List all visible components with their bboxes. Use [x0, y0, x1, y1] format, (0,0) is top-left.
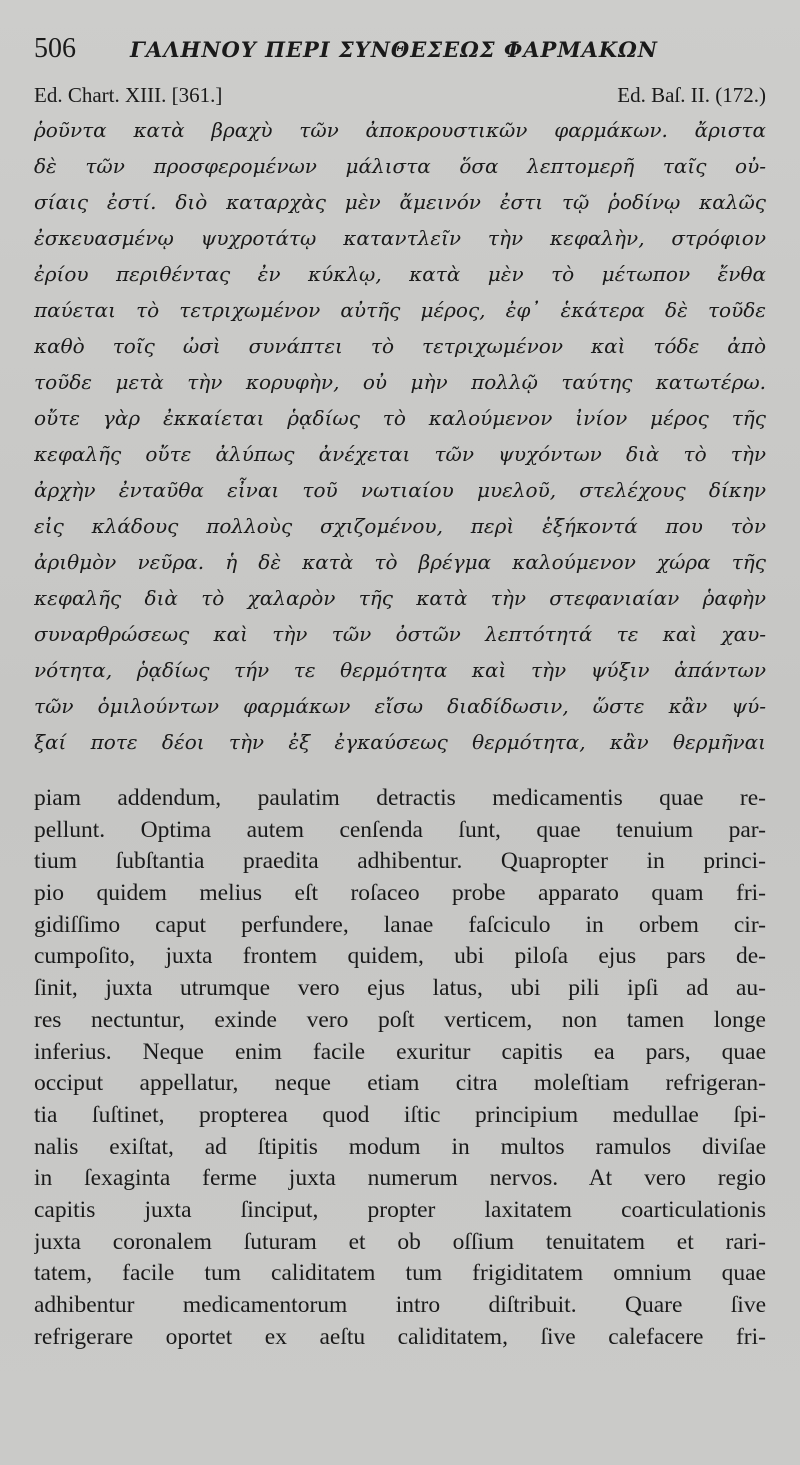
greek-line: κεφαλῆς οὔτε ἀλύπως ἀνέχεται τῶν ψυχόντων διὰ τὸ τὴν: [34, 442, 766, 466]
greek-line: κεφαλῆς διὰ τὸ χαλαρὸν τῆς κατὰ τὴν στεφανιαίαν ῥαφὴν: [34, 586, 766, 610]
latin-line: tium ſubſtantia praedita adhibentur. Quapropter in princi-: [34, 848, 766, 875]
latin-line: occiput appellatur, neque etiam citra moleſtiam refrigeran-: [34, 1070, 766, 1097]
latin-line: tia ſuſtinet, propterea quod iſtic principium medullae ſpi-: [34, 1101, 766, 1128]
latin-line: gidiſſimo caput perfundere, lanae faſciculo in orbem cir-: [34, 911, 766, 938]
page-number: 506: [34, 33, 76, 64]
latin-line: nalis exiſtat, ad ſtipitis modum in multos ramulos diviſae: [34, 1133, 766, 1160]
greek-text-block: [34, 112, 766, 760]
greek-line: ἀριθμὸν νεῦρα. ἡ δὲ κατὰ τὸ βρέγμα καλούμενον χώρα τῆς: [34, 550, 766, 574]
latin-line: in ſexaginta ferme juxta numerum nervos. At vero regio: [34, 1165, 766, 1192]
latin-line: pellunt. Optima autem cenſenda ſunt, quae tenuium par-: [34, 816, 766, 843]
greek-line: ἐρίου περιθέντας ἐν κύκλῳ, κατὰ μὲν τὸ μέτωπον ἔνθα: [34, 262, 766, 286]
latin-line: refrigerare oportet ex aeſtu caliditatem, ſive calefacere fri-: [34, 1323, 766, 1350]
greek-line: οὔτε γὰρ ἐκκαίεται ῥᾳδίως τὸ καλούμενον ἰνίον μέρος τῆς: [34, 406, 766, 430]
latin-line: juxta coronalem ſuturam et ob oſſium tenuitatem et rari-: [34, 1228, 766, 1255]
latin-line: inferius. Neque enim facile exuritur capitis ea pars, quae: [34, 1038, 766, 1065]
greek-line: ἐσκευασμένῳ ψυχροτάτῳ καταντλεῖν τὴν κεφαλὴν, στρόφιον: [34, 226, 766, 250]
page-header: [34, 33, 774, 67]
greek-line: νότητα, ῥᾳδίως τήν τε θερμότητα καὶ τὴν ψύξιν ἁπάντων: [34, 658, 766, 682]
greek-line: συναρθρώσεως καὶ τὴν τῶν ὀστῶν λεπτότητά τε καὶ χαυ-: [34, 622, 766, 646]
greek-line: ξαί ποτε δέοι τὴν ἐξ ἐγκαύσεως θερμότητα, κἂν θερμῆναι: [34, 730, 766, 754]
latin-line: tatem, facile tum caliditatem tum frigiditatem omnium quae: [34, 1260, 766, 1287]
greek-line: τοῦδε μετὰ τὴν κορυφὴν, οὐ μὴν πολλῷ ταύτης κατωτέρω.: [34, 370, 766, 394]
latin-text-block: [34, 783, 766, 1353]
greek-line: σίαις ἐστί. διὸ καταρχὰς μὲν ἄμεινόν ἐστι τῷ ῥοδίνῳ καλῶς: [34, 190, 766, 214]
latin-line: piam addendum, paulatim detractis medicamentis quae re-: [34, 785, 766, 811]
greek-line: τῶν ὁμιλούντων φαρμάκων εἴσω διαδίδωσιν, ὥστε κἂν ψύ-: [34, 694, 766, 718]
edition-references: [34, 83, 766, 109]
greek-line: παύεται τὸ τετριχωμένον αὐτῆς μέρος, ἐφ᾽ ἑκάτερα δὲ τοῦδε: [34, 298, 766, 322]
greek-line: ῥοῦντα κατὰ βραχὺ τῶν ἀποκρουστικῶν φαρμάκων. ἄριστα: [34, 118, 766, 142]
edition-reference-basel: Ed. Baſ. II. (172.): [617, 83, 766, 107]
latin-line: ſinit, juxta utrumque vero ejus latus, ubi pili ipſi ad au-: [34, 975, 766, 1002]
latin-line: res nectuntur, exinde vero poſt verticem, non tamen longe: [34, 1006, 766, 1033]
greek-line: καθὸ τοῖς ὠσὶ συνάπτει τὸ τετριχωμένον καὶ τόδε ἀπὸ: [34, 334, 766, 358]
latin-line: capitis juxta ſinciput, propter laxitatem coarticulationis: [34, 1196, 766, 1223]
latin-line: adhibentur medicamentorum intro diſtribuit. Quare ſive: [34, 1292, 766, 1318]
edition-reference-chartier: Ed. Chart. XIII. [361.]: [34, 83, 223, 107]
greek-line: ἀρχὴν ἐνταῦθα εἶναι τοῦ νωτιαίου μυελοῦ, στελέχους δίκην: [34, 478, 766, 502]
running-title: ΓΑΛΗΝΟΥ ΠΕΡΙ ΣΥΝΘΕΣΕΩΣ ΦΑΡΜΑΚΩΝ: [130, 37, 658, 62]
greek-line: εἰς κλάδους πολλοὺς σχιζομένου, περὶ ἑξήκοντά που τὸν: [34, 514, 766, 538]
latin-line: cumpoſito, juxta frontem quidem, ubi piloſa ejus pars de-: [34, 943, 766, 970]
greek-line: δὲ τῶν προσφερομένων μάλιστα ὅσα λεπτομερῆ ταῖς οὐ-: [34, 154, 766, 178]
latin-line: pio quidem melius eſt roſaceo probe apparato quam fri-: [34, 880, 766, 907]
